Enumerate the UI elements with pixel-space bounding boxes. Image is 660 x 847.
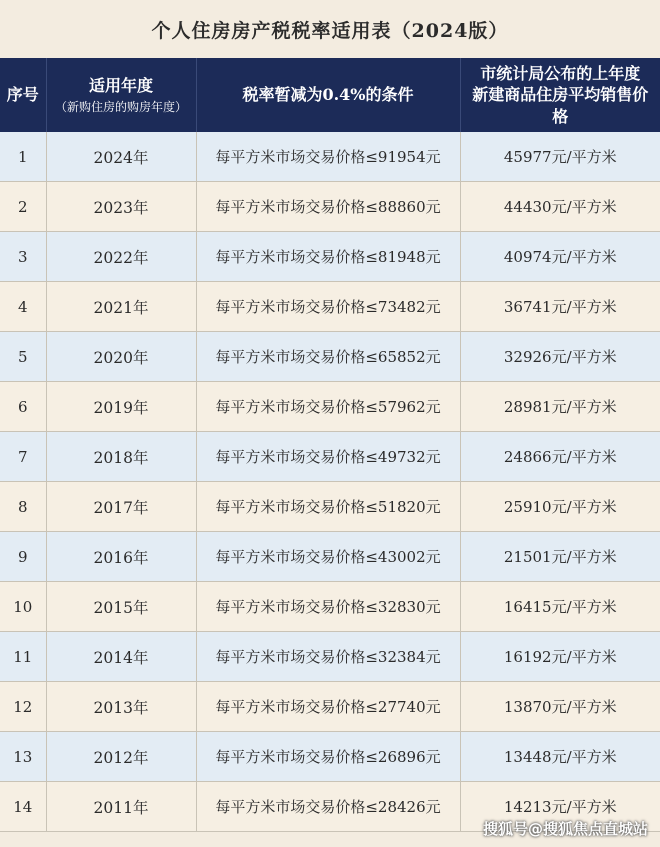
cell-condition: 每平方米市场交易价格≤57962元	[196, 382, 460, 432]
cell-year: 2019年	[46, 382, 196, 432]
header-index: 序号	[0, 58, 46, 132]
cell-condition: 每平方米市场交易价格≤91954元	[196, 132, 460, 182]
cell-year: 2020年	[46, 332, 196, 382]
cell-avg-price: 45977元/平方米	[460, 132, 660, 182]
cell-condition: 每平方米市场交易价格≤49732元	[196, 432, 460, 482]
table-row	[0, 382, 660, 432]
cell-index: 12	[0, 682, 46, 732]
cell-condition: 每平方米市场交易价格≤28426元	[196, 782, 460, 832]
watermark: 搜狐号@搜狐焦点直城站	[482, 820, 648, 838]
cell-condition: 每平方米市场交易价格≤65852元	[196, 332, 460, 382]
header-avg-price-line1: 市统计局公布的上年度	[480, 63, 641, 83]
cell-index: 9	[0, 532, 46, 582]
cell-avg-price: 44430元/平方米	[460, 182, 660, 232]
cell-year: 2022年	[46, 232, 196, 282]
cell-avg-price: 36741元/平方米	[460, 282, 660, 332]
tax-rate-table	[0, 58, 660, 832]
cell-avg-price: 40974元/平方米	[460, 232, 660, 282]
table-row	[0, 232, 660, 282]
cell-index: 1	[0, 132, 46, 182]
table-row	[0, 182, 660, 232]
cell-avg-price: 16415元/平方米	[460, 582, 660, 632]
cell-year: 2018年	[46, 432, 196, 482]
header-avg-price-line2: 新建商品住房平均销售价格	[472, 85, 649, 126]
header-avg-price	[460, 58, 660, 132]
cell-avg-price: 32926元/平方米	[460, 332, 660, 382]
cell-condition: 每平方米市场交易价格≤88860元	[196, 182, 460, 232]
table-row	[0, 732, 660, 782]
table-row	[0, 682, 660, 732]
cell-index: 8	[0, 482, 46, 532]
table-row	[0, 132, 660, 182]
cell-condition: 每平方米市场交易价格≤27740元	[196, 682, 460, 732]
table-row	[0, 332, 660, 382]
cell-index: 5	[0, 332, 46, 382]
cell-avg-price: 13448元/平方米	[460, 732, 660, 782]
cell-avg-price: 25910元/平方米	[460, 482, 660, 532]
cell-condition: 每平方米市场交易价格≤43002元	[196, 532, 460, 582]
cell-condition: 每平方米市场交易价格≤32830元	[196, 582, 460, 632]
header-row	[0, 58, 660, 132]
cell-avg-price: 14213元/平方米	[460, 782, 660, 832]
page-title: 个人住房房产税税率适用表（2024版）	[151, 19, 509, 42]
cell-avg-price: 16192元/平方米	[460, 632, 660, 682]
cell-year: 2014年	[46, 632, 196, 682]
table-row	[0, 432, 660, 482]
table-header	[0, 58, 660, 132]
cell-index: 11	[0, 632, 46, 682]
cell-condition: 每平方米市场交易价格≤51820元	[196, 482, 460, 532]
table-row	[0, 532, 660, 582]
cell-year: 2011年	[46, 782, 196, 832]
cell-condition: 每平方米市场交易价格≤73482元	[196, 282, 460, 332]
cell-condition: 每平方米市场交易价格≤26896元	[196, 732, 460, 782]
cell-index: 7	[0, 432, 46, 482]
table-row	[0, 482, 660, 532]
header-condition: 税率暂减为0.4%的条件	[196, 58, 460, 132]
cell-year: 2021年	[46, 282, 196, 332]
table-row	[0, 282, 660, 332]
header-year-label: 适用年度	[88, 76, 153, 96]
table-row	[0, 632, 660, 682]
cell-condition: 每平方米市场交易价格≤81948元	[196, 232, 460, 282]
table-body	[0, 132, 660, 832]
cell-index: 6	[0, 382, 46, 432]
cell-condition: 每平方米市场交易价格≤32384元	[196, 632, 460, 682]
cell-year: 2015年	[46, 582, 196, 632]
cell-avg-price: 13870元/平方米	[460, 682, 660, 732]
header-year-sub: （新购住房的购房年度）	[54, 99, 187, 114]
cell-avg-price: 21501元/平方米	[460, 532, 660, 582]
cell-avg-price: 28981元/平方米	[460, 382, 660, 432]
cell-year: 2023年	[46, 182, 196, 232]
header-year	[46, 58, 196, 132]
cell-index: 2	[0, 182, 46, 232]
cell-year: 2017年	[46, 482, 196, 532]
cell-index: 3	[0, 232, 46, 282]
cell-index: 14	[0, 782, 46, 832]
cell-year: 2024年	[46, 132, 196, 182]
cell-index: 13	[0, 732, 46, 782]
cell-year: 2013年	[46, 682, 196, 732]
cell-avg-price: 24866元/平方米	[460, 432, 660, 482]
table-row	[0, 582, 660, 632]
cell-index: 4	[0, 282, 46, 332]
cell-year: 2012年	[46, 732, 196, 782]
cell-index: 10	[0, 582, 46, 632]
cell-year: 2016年	[46, 532, 196, 582]
